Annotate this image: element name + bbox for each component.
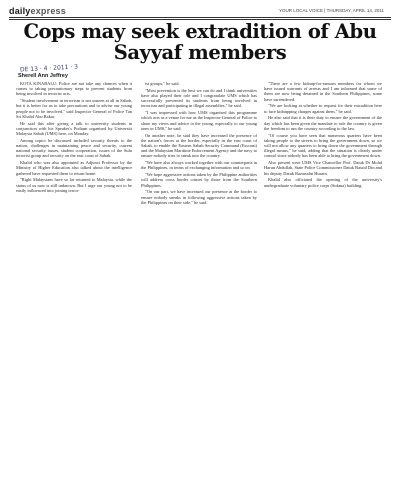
article-paragraph: "We hope aggressive actions taken by the Philippine authorities will address cross border crimes by those from the Southern Philippines. [141, 172, 257, 188]
article-paragraph: "I was impressed with how UMS organised this programme which acts as a venue for me as the Inspector-General of Police to share my views and advice to the young, especially to our young ones in UMS," he said. [141, 110, 257, 131]
article-column-1 [16, 81, 132, 195]
article-paragraph: "Right Malaysians have so far returned to Malaysia, while the status of us now is still unknown. But I urge our young not to be easily influenced into joining terror- [16, 177, 132, 193]
issue-line: YOUR LOCAL VOICE | THURSDAY, APRIL 14, 2011 [278, 8, 384, 13]
article-paragraph: "There are a few kidnap-for-ransom members for whom we have issued warrants of arrests and I am informed that some of them are now being detained in the Southern Philippines, some have surrendered. [264, 81, 382, 102]
article-paragraph: He also said that it is their duty to ensure the government of the day which has been given the mandate to rule the country is given the freedom to run the country according to the law. [264, 115, 382, 131]
article-paragraph: "Student involvement in terrorism is not unseen at all in Sabah, but it is better for us to take precautions and to advise our young people not to be involved," said Inspector General of Police Tan Sri Khalid Abu Bakar. [16, 98, 132, 119]
masthead [6, 6, 394, 17]
brand-right: express [30, 6, 66, 16]
newspaper-clipping [6, 4, 394, 288]
article-paragraph: KOTA KINABALU: Police are not take any chances when it comes to taking precautionary steps to prevent students from being involved in terrorist acts. [16, 81, 132, 97]
article-paragraph: On another note, he said they have increased the presence of the nation's forces at the border, especially in the east coast of Sabah, to enable the Eastern Sabah Security Command (Esscom) and the Malaysian Maritime Enforcement Agency and the navy to ensure nobody tries to sneak into the country. [141, 132, 257, 159]
article-paragraph: Khalid also officiated the opening of the university's undergraduate voluntary police corps (Sukma) building. [264, 177, 382, 188]
article-column-3 [264, 81, 382, 189]
article-column-2 [141, 81, 257, 207]
article-paragraph: "Of course you have seen that numerous quarters have been taking people to the streets to bring the government down, so we will not allow any quarters to bring down the government through illegal means," he said, adding that the situation is clearly under control since nobody has been able to bring the government down. [264, 132, 382, 159]
article-paragraph: Khalid who was also appointed as Adjunct Professor by the Ministry of Higher Education also talked about the intelligence gathered have requested them to return home. [16, 160, 132, 176]
article-paragraph: "On our part, we have increased our presence at the border to ensure nobody sneaks in following aggressive actions taken by the Philippines on their side," he said. [141, 189, 257, 205]
headline: Cops may seek extradition of Abu Sayyaf members [23, 20, 377, 64]
brand-logo [9, 6, 66, 16]
handwritten-date-note: DE 13 · 4 · 2011 · 3 [19, 63, 79, 74]
brand-left: daily [9, 6, 31, 16]
article-paragraph: ist groups," he said. [145, 81, 180, 86]
article-paragraph: "We are looking at whether to request for their extradition here to face kidnapping charges against them," he said. [264, 103, 382, 114]
article-paragraph: Also present were UMS Vice Chancellor Prof. Datuk Dr Mohd Harun Abdullah, State Police Commissioner Datuk Rassid Din and his deputy Datuk Razarudin Husain. [264, 160, 382, 176]
article-paragraph: "Most prevention is the best we can do and I think universities have also played their role and I congratulate UMS which has successfully prevented its students from being involved in terrorism and participating in illegal assemblies," he said. [141, 87, 257, 109]
article-paragraph: Among topics he discussed included security threats to the nation, challenges in maintaining peace and security, current national security issues, student cooperation, issues of the Sulu terrorist group and security on the east coast of Sabah. [16, 137, 132, 159]
article-paragraph: "We have also always worked together with our counterparts in the Philippines, in terms of exchanging information and so on. [141, 160, 257, 171]
article-paragraph: He said this after giving a talk to university students in conjunction with his Speaker's Podium organised by Universiti Malaysia Sabah (UMS) here, on Monday. [16, 120, 132, 137]
byline: Sherell Ann Jeffrey [18, 73, 68, 79]
